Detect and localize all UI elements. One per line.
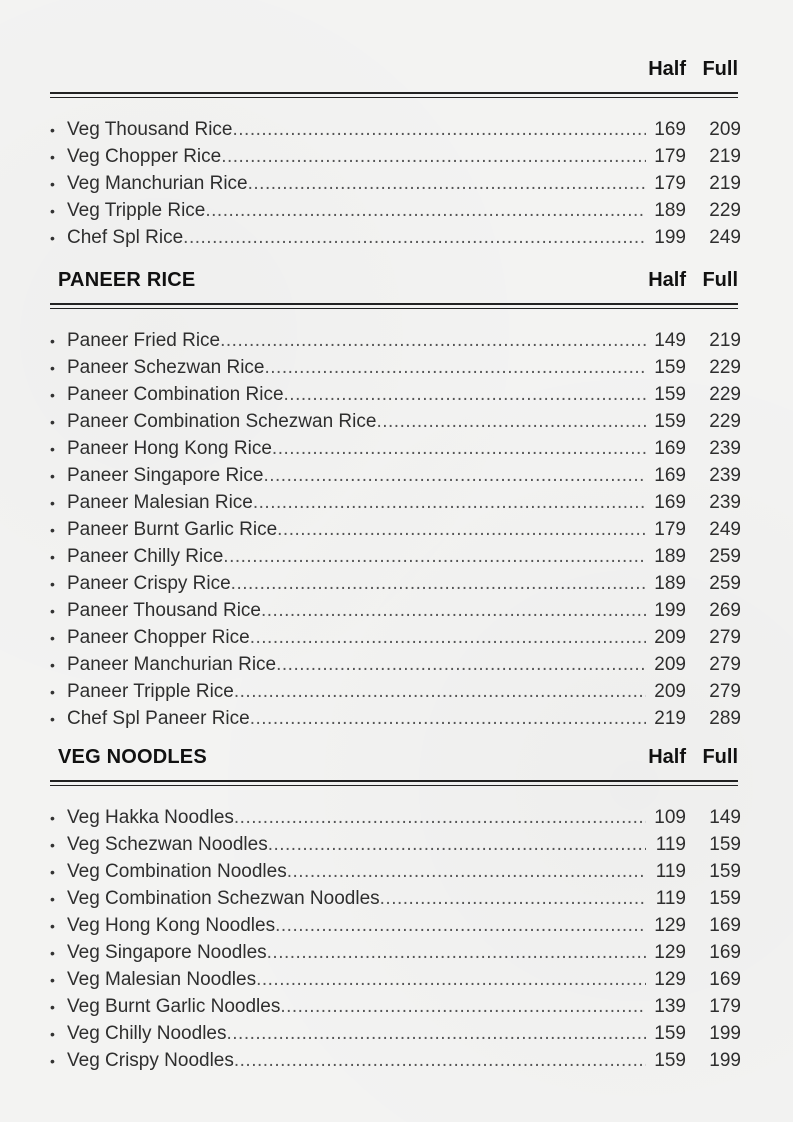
half-price: 169 xyxy=(654,465,686,486)
half-price: 169 xyxy=(654,438,686,459)
menu-items-list xyxy=(50,807,741,1077)
full-price: 149 xyxy=(709,807,741,828)
menu-item-name: Paneer Chopper Rice ..... xyxy=(67,627,646,649)
full-price: 279 xyxy=(709,654,741,675)
full-price: 219 xyxy=(709,330,741,351)
bullet-icon: • xyxy=(50,414,55,430)
menu-item xyxy=(50,834,741,861)
menu-item-name: Veg Crispy Noodles ..... xyxy=(67,1050,646,1072)
menu-item-name: Paneer Combination Rice ..... xyxy=(67,384,646,406)
menu-item-name: Veg Manchurian Rice ..... xyxy=(67,173,646,195)
full-price: 229 xyxy=(709,200,741,221)
menu-item xyxy=(50,573,741,600)
full-price: 179 xyxy=(709,996,741,1017)
bullet-icon: • xyxy=(50,837,55,853)
full-price: 219 xyxy=(709,173,741,194)
section-title: PANEER RICE xyxy=(58,269,196,291)
half-column-label: Half xyxy=(648,58,686,80)
menu-item xyxy=(50,546,741,573)
bullet-icon: • xyxy=(50,864,55,880)
half-price: 119 xyxy=(655,861,686,882)
bullet-icon: • xyxy=(50,945,55,961)
menu-section-veg-noodles xyxy=(50,746,741,1077)
bullet-icon: • xyxy=(50,810,55,826)
full-price: 159 xyxy=(709,888,741,909)
menu-item xyxy=(50,330,741,357)
half-price: 209 xyxy=(654,654,686,675)
full-column-label: Full xyxy=(702,269,738,291)
bullet-icon: • xyxy=(50,657,55,673)
menu-item xyxy=(50,708,741,735)
menu-item-name: Paneer Combination Schezwan Rice ..... xyxy=(67,411,646,433)
section-title: VEG NOODLES xyxy=(58,746,207,768)
menu-item-name: Paneer Fried Rice ..... xyxy=(67,330,646,352)
half-price: 209 xyxy=(654,627,686,648)
bullet-icon: • xyxy=(50,360,55,376)
menu-item-name: Veg Singapore Noodles ..... xyxy=(67,942,646,964)
menu-section-paneer-rice xyxy=(50,269,741,735)
full-price: 199 xyxy=(709,1050,741,1071)
half-price: 159 xyxy=(654,411,686,432)
menu-item-name: Paneer Manchurian Rice ..... xyxy=(67,654,646,676)
bullet-icon: • xyxy=(50,918,55,934)
menu-item xyxy=(50,807,741,834)
bullet-icon: • xyxy=(50,122,55,138)
bullet-icon: • xyxy=(50,684,55,700)
menu-items-list xyxy=(50,330,741,735)
bullet-icon: • xyxy=(50,576,55,592)
bullet-icon: • xyxy=(50,630,55,646)
menu-items-list xyxy=(50,119,741,254)
menu-item xyxy=(50,888,741,915)
full-price: 249 xyxy=(709,519,741,540)
menu-item xyxy=(50,519,741,546)
menu-item xyxy=(50,200,741,227)
double-divider xyxy=(50,92,738,98)
double-divider xyxy=(50,780,738,786)
half-price: 159 xyxy=(654,384,686,405)
half-price: 189 xyxy=(654,573,686,594)
half-price: 169 xyxy=(654,492,686,513)
full-column-label: Full xyxy=(702,746,738,768)
half-price: 139 xyxy=(654,996,686,1017)
half-price: 129 xyxy=(654,969,686,990)
half-price: 169 xyxy=(654,119,686,140)
menu-item-name: Paneer Singapore Rice ..... xyxy=(67,465,646,487)
menu-item-name: Veg Combination Noodles ..... xyxy=(67,861,646,883)
menu-item xyxy=(50,996,741,1023)
bullet-icon: • xyxy=(50,495,55,511)
menu-item-name: Paneer Malesian Rice ..... xyxy=(67,492,646,514)
bullet-icon: • xyxy=(50,441,55,457)
menu-item-name: Veg Hakka Noodles ..... xyxy=(67,807,646,829)
bullet-icon: • xyxy=(50,468,55,484)
full-price: 259 xyxy=(709,546,741,567)
menu-item xyxy=(50,681,741,708)
menu-item xyxy=(50,438,741,465)
menu-item xyxy=(50,227,741,254)
menu-item-name: Veg Combination Schezwan Noodles ..... xyxy=(67,888,646,910)
menu-item-name: Chef Spl Rice ..... xyxy=(67,227,646,249)
menu-item xyxy=(50,492,741,519)
menu-item-name: Veg Schezwan Noodles ..... xyxy=(67,834,646,856)
half-price: 209 xyxy=(654,681,686,702)
bullet-icon: • xyxy=(50,891,55,907)
half-price: 199 xyxy=(654,600,686,621)
menu-item xyxy=(50,146,741,173)
menu-item-name: Veg Hong Kong Noodles ..... xyxy=(67,915,646,937)
half-column-label: Half xyxy=(648,746,686,768)
bullet-icon: • xyxy=(50,387,55,403)
menu-item-name: Veg Malesian Noodles ..... xyxy=(67,969,646,991)
half-price: 219 xyxy=(654,708,686,729)
bullet-icon: • xyxy=(50,549,55,565)
menu-item-name: Veg Burnt Garlic Noodles ..... xyxy=(67,996,646,1018)
section-header xyxy=(50,58,738,82)
menu-item xyxy=(50,411,741,438)
bullet-icon: • xyxy=(50,149,55,165)
menu-item xyxy=(50,627,741,654)
half-price: 149 xyxy=(654,330,686,351)
half-price: 189 xyxy=(654,546,686,567)
full-price: 199 xyxy=(709,1023,741,1044)
menu-item-name: Paneer Hong Kong Rice ..... xyxy=(67,438,646,460)
menu-item xyxy=(50,1050,741,1077)
half-price: 129 xyxy=(654,915,686,936)
menu-item xyxy=(50,357,741,384)
menu-item xyxy=(50,969,741,996)
menu-item-name: Paneer Schezwan Rice ..... xyxy=(67,357,646,379)
menu-item-name: Veg Chilly Noodles ..... xyxy=(67,1023,646,1045)
full-price: 289 xyxy=(709,708,741,729)
menu-item xyxy=(50,1023,741,1050)
double-divider xyxy=(50,303,738,309)
menu-item xyxy=(50,600,741,627)
menu-item xyxy=(50,915,741,942)
menu-item-name: Paneer Tripple Rice ..... xyxy=(67,681,646,703)
menu-item-name: Veg Chopper Rice ..... xyxy=(67,146,646,168)
menu-item xyxy=(50,942,741,969)
bullet-icon: • xyxy=(50,711,55,727)
half-price: 119 xyxy=(655,834,686,855)
bullet-icon: • xyxy=(50,999,55,1015)
menu-item xyxy=(50,654,741,681)
full-price: 269 xyxy=(709,600,741,621)
menu-item-name: Chef Spl Paneer Rice ..... xyxy=(67,708,646,730)
menu-item xyxy=(50,465,741,492)
bullet-icon: • xyxy=(50,1053,55,1069)
half-price: 159 xyxy=(654,1050,686,1071)
menu-item-name: Paneer Burnt Garlic Rice ..... xyxy=(67,519,646,541)
full-price: 159 xyxy=(709,861,741,882)
full-price: 239 xyxy=(709,465,741,486)
bullet-icon: • xyxy=(50,972,55,988)
full-price: 169 xyxy=(709,942,741,963)
bullet-icon: • xyxy=(50,176,55,192)
half-price: 159 xyxy=(654,357,686,378)
full-price: 239 xyxy=(709,438,741,459)
menu-item-name: Veg Thousand Rice ..... xyxy=(67,119,646,141)
half-price: 179 xyxy=(654,519,686,540)
full-price: 279 xyxy=(709,627,741,648)
full-price: 239 xyxy=(709,492,741,513)
menu-item xyxy=(50,173,741,200)
full-price: 229 xyxy=(709,384,741,405)
half-price: 179 xyxy=(654,173,686,194)
menu-item-name: Paneer Thousand Rice ..... xyxy=(67,600,646,622)
full-price: 279 xyxy=(709,681,741,702)
half-price: 119 xyxy=(655,888,686,909)
full-price: 219 xyxy=(709,146,741,167)
full-price: 259 xyxy=(709,573,741,594)
full-price: 249 xyxy=(709,227,741,248)
bullet-icon: • xyxy=(50,1026,55,1042)
full-price: 209 xyxy=(709,119,741,140)
full-price: 229 xyxy=(709,357,741,378)
half-price: 179 xyxy=(654,146,686,167)
full-price: 169 xyxy=(709,915,741,936)
menu-item xyxy=(50,861,741,888)
half-price: 189 xyxy=(654,200,686,221)
half-price: 199 xyxy=(654,227,686,248)
bullet-icon: • xyxy=(50,230,55,246)
bullet-icon: • xyxy=(50,203,55,219)
menu-item xyxy=(50,119,741,146)
menu-item-name: Paneer Chilly Rice ..... xyxy=(67,546,646,568)
menu-section-veg-rice-continued xyxy=(50,58,741,254)
section-header xyxy=(50,746,738,770)
full-column-label: Full xyxy=(702,58,738,80)
half-column-label: Half xyxy=(648,269,686,291)
menu-item-name: Paneer Crispy Rice ..... xyxy=(67,573,646,595)
menu-item-name: Veg Tripple Rice ..... xyxy=(67,200,646,222)
section-header xyxy=(50,269,738,293)
bullet-icon: • xyxy=(50,333,55,349)
full-price: 229 xyxy=(709,411,741,432)
half-price: 159 xyxy=(654,1023,686,1044)
full-price: 159 xyxy=(709,834,741,855)
bullet-icon: • xyxy=(50,522,55,538)
bullet-icon: • xyxy=(50,603,55,619)
full-price: 169 xyxy=(709,969,741,990)
half-price: 129 xyxy=(654,942,686,963)
half-price: 109 xyxy=(654,807,686,828)
menu-item xyxy=(50,384,741,411)
